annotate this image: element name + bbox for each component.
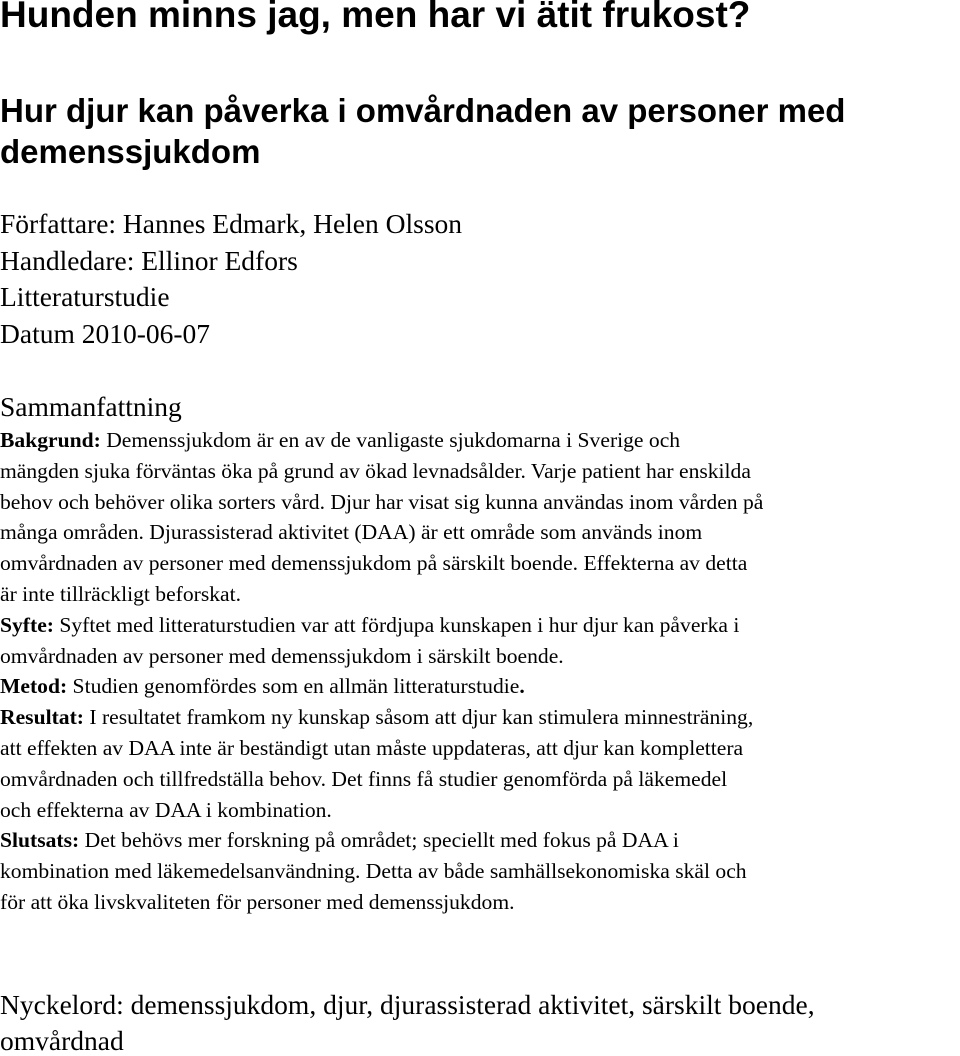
abstract-line-text: och effekterna av DAA i kombination. bbox=[0, 797, 332, 822]
abstract-line bbox=[0, 517, 960, 548]
abstract-line bbox=[0, 764, 960, 795]
abstract-line bbox=[0, 641, 960, 672]
abstract-line-text: behov och behöver olika sorters vård. Djur har visat sig kunna användas inom vården på bbox=[0, 489, 764, 514]
document-subtitle bbox=[0, 90, 960, 172]
abstract-line-text: Studien genomfördes som en allmän litteraturstudie bbox=[67, 674, 520, 699]
subtitle-line: demenssjukdom bbox=[0, 133, 261, 170]
abstract-section-label: Bakgrund: bbox=[0, 428, 101, 452]
abstract-line-text: omvårdnaden av personer med demenssjukdom på särskilt boende. Effekterna av detta bbox=[0, 551, 748, 576]
abstract-line bbox=[0, 548, 960, 579]
abstract-line-text: Demenssjukdom är en av de vanligaste sjukdomarna i Sverige och bbox=[100, 428, 681, 452]
abstract-line-text: kombination med läkemedelsanvändning. Detta av både samhällsekonomiska skäl och bbox=[0, 859, 747, 884]
abstract-line bbox=[0, 425, 960, 456]
abstract-line-text: är inte tillräckligt beforskat. bbox=[0, 581, 242, 606]
authors-line: Författare: Hannes Edmark, Helen Olsson bbox=[0, 208, 463, 239]
abstract-line bbox=[0, 579, 960, 610]
abstract-line-text: mängden sjuka förväntas öka på grund av ökad levnadsålder. Varje patient har enskilda bbox=[0, 458, 751, 483]
document-title: Hunden minns jag, men har vi ätit frukost? bbox=[0, 0, 751, 35]
keywords-line: omvårdnad bbox=[0, 1025, 124, 1056]
abstract-line-text: Det behövs mer forskning på området; speciellt med fokus på DAA i bbox=[79, 828, 679, 853]
abstract-line-text: för att öka livskvaliteten för personer med demenssjukdom. bbox=[0, 889, 515, 914]
abstract-line-text: att effekten av DAA inte är beständigt utan måste uppdateras, att djur kan komplettera bbox=[0, 735, 744, 760]
abstract-line bbox=[0, 733, 960, 764]
abstract-line bbox=[0, 702, 960, 733]
abstract-line-text: omvårdnaden av personer med demenssjukdom i särskilt boende. bbox=[0, 643, 564, 668]
abstract-line-text: många områden. Djurassisterad aktivitet (DAA) är ett område som används inom bbox=[0, 520, 703, 545]
supervisor-line: Handledare: Ellinor Edfors bbox=[0, 244, 298, 276]
abstract-section-label: Metod: bbox=[0, 674, 68, 699]
abstract-line-text: omvårdnaden och tillfredställa behov. Det finns få studier genomförda på läkemedel bbox=[0, 766, 728, 791]
abstract-line bbox=[0, 487, 960, 518]
abstract-line-text: Syftet med litteraturstudien var att fördjupa kunskapen i hur djur kan påverka i bbox=[53, 612, 740, 637]
abstract-line bbox=[0, 610, 960, 641]
abstract-section-label: Resultat: bbox=[0, 705, 84, 730]
keywords-section bbox=[0, 987, 960, 1056]
abstract-section-label: Slutsats: bbox=[0, 828, 80, 853]
abstract-line bbox=[0, 795, 960, 826]
abstract-line bbox=[0, 671, 960, 702]
subtitle-line: Hur djur kan påverka i omvårdnaden av personer med bbox=[0, 92, 846, 129]
keywords-line: Nyckelord: demenssjukdom, djur, djurassisterad aktivitet, särskilt boende, bbox=[0, 989, 815, 1020]
document-meta bbox=[0, 206, 960, 352]
summary-heading: Sammanfattning bbox=[0, 391, 182, 422]
abstract-line-text: I resultatet framkom ny kunskap såsom att djur kan stimulera minnesträning, bbox=[83, 705, 754, 730]
abstract-trailing-punctuation: . bbox=[519, 674, 525, 699]
study-type-line: Litteraturstudie bbox=[0, 281, 170, 312]
abstract-line bbox=[0, 856, 960, 887]
date-line: Datum 2010-06-07 bbox=[0, 317, 211, 349]
abstract-section-label: Syfte: bbox=[0, 612, 54, 637]
abstract-line bbox=[0, 825, 960, 856]
abstract-line bbox=[0, 456, 960, 487]
abstract-body bbox=[0, 425, 960, 918]
abstract-line bbox=[0, 887, 960, 918]
